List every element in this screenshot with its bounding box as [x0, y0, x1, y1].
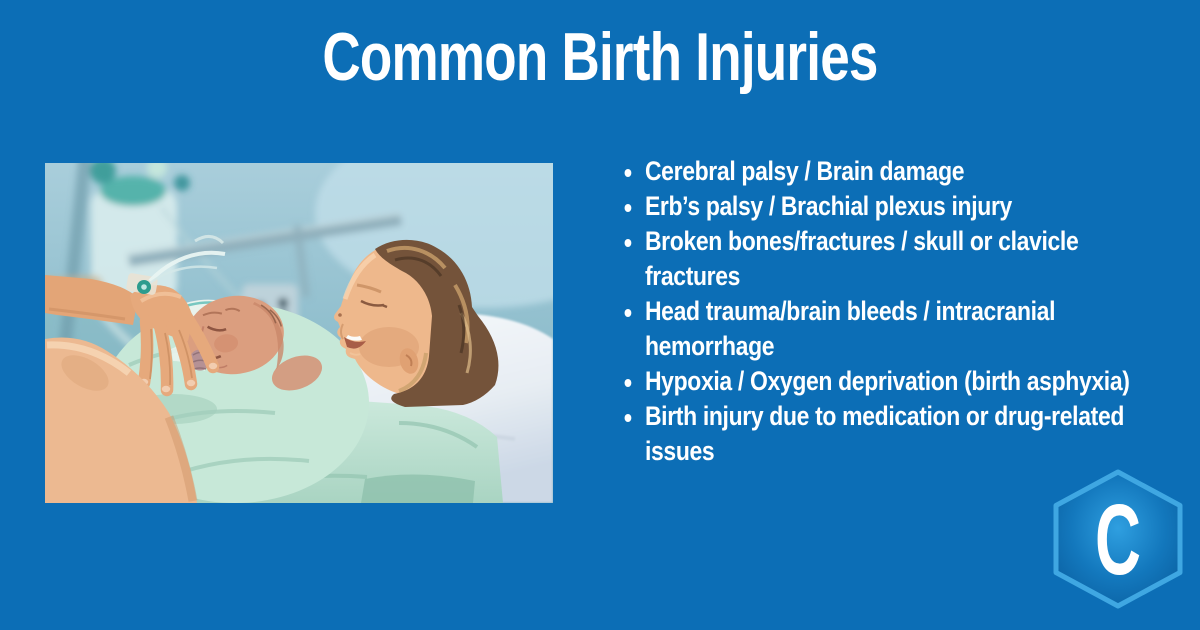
list-item: Broken bones/fractures / skull or clavicle fractures — [622, 224, 1168, 294]
mother-newborn-photo — [45, 163, 553, 503]
list-item: Head trauma/brain bleeds / intracranial hemorrhage — [622, 294, 1168, 364]
hexagon-icon — [1050, 467, 1186, 612]
list-item: Birth injury due to medication or drug-related issues — [622, 399, 1168, 469]
injuries-list — [622, 154, 1168, 469]
logo-letter: C — [1095, 484, 1141, 596]
list-item: Erb’s palsy / Brachial plexus injury — [622, 189, 1168, 224]
hospital-photo-illustration — [45, 163, 553, 503]
page-title: Common Birth Injuries — [322, 19, 878, 95]
brand-logo — [1050, 467, 1186, 612]
list-item: Hypoxia / Oxygen deprivation (birth asphyxia) — [622, 364, 1168, 399]
list-item: Cerebral palsy / Brain damage — [622, 154, 1168, 189]
